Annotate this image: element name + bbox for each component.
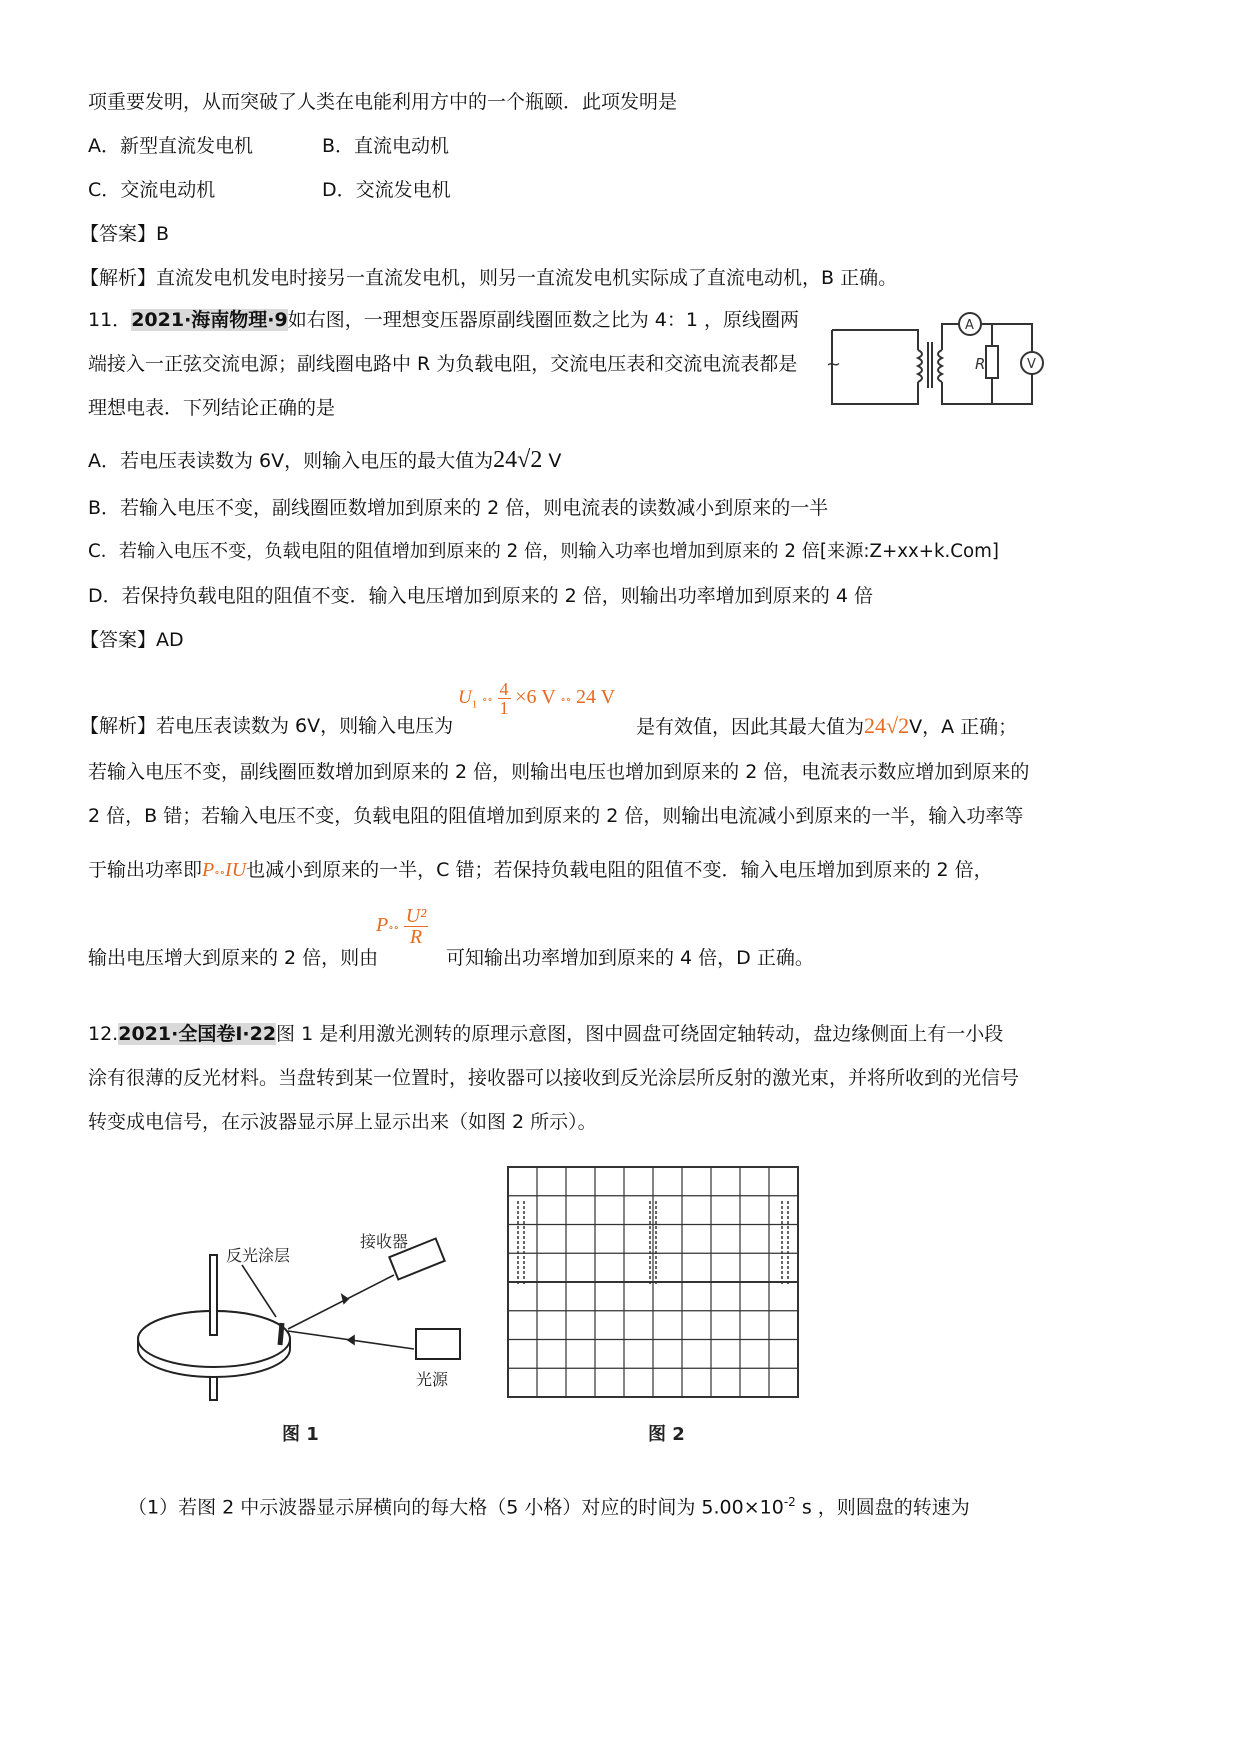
q11-answer: 【答案】AD	[80, 629, 184, 651]
q11-option-b: B．若输入电压不变，副线圈匝数增加到原来的 2 倍，则电流表的读数减小到原来的一半	[88, 497, 829, 519]
resistor-label: R	[975, 355, 986, 373]
formula-power-u2r: P∘∘ $\frac{\text{U²}}{R}$	[376, 905, 427, 948]
coating-label: 反光涂层	[226, 1246, 291, 1265]
q11-analysis-line3: 2 倍，B 错；若输入电压不变，负载电阻的阻值增加到原来的 2 倍，则输出电流减小到原来的一半，输入功率等	[88, 805, 1024, 827]
q11-analysis-line1: 【解析】若电压表读数为 6V，则输入电压为	[80, 715, 454, 737]
q12-stem-line1: 12.2021·全国卷Ⅰ·22图 1 是利用激光测转的原理示意图，图中圆盘可绕固定轴转动，盘边缘侧面上有一小段	[88, 1023, 1004, 1045]
q12-stem-line2: 涂有很薄的反光材料。当盘转到某一位置时，接收器可以接收到反光涂层所反射的激光束，并将所收到的光信号	[88, 1067, 1020, 1089]
q10-option-c: C．交流电动机	[88, 179, 216, 201]
q11-stem-line3: 理想电表．下列结论正确的是	[88, 397, 336, 419]
q10-answer: 【答案】B	[80, 223, 170, 245]
figure-1-caption: 图 1	[282, 1424, 319, 1445]
q10-option-b: B．直流电动机	[322, 135, 450, 157]
light-source-label: 光源	[416, 1370, 449, 1389]
figure-1-laser-disk	[130, 1195, 470, 1460]
q11-analysis-line5b: 可知输出功率增加到原来的 4 倍，D 正确。	[446, 947, 814, 969]
q12-subquestion-1: （1）若图 2 中示波器显示屏横向的每大格（5 小格）对应的时间为 $5.00\times 10^{-2}$ s ，则圆盘的转速为	[128, 1495, 970, 1519]
q10-option-d: D．交流发电机	[322, 179, 451, 201]
formula-power-iu: P∘∘IU	[202, 859, 247, 881]
formula-max-voltage: 24√2	[864, 713, 910, 738]
q11-stem-line2: 端接入一正弦交流电源；副线圈电路中 R 为负载电阻，交流电压表和交流电流表都是	[88, 353, 798, 375]
q11-analysis-line2: 若输入电压不变，副线圈匝数增加到原来的 2 倍，则输出电压也增加到原来的 2 倍，电流表示数应增加到原来的	[88, 761, 1030, 783]
q10-stem-tail: 项重要发明，从而突破了人类在电能利用方中的一个瓶颐．此项发明是	[88, 91, 678, 113]
q10-analysis: 【解析】直流发电机发电时接另一直流发电机，则另一直流发电机实际成了直流电动机，B 正确。	[80, 267, 898, 289]
q10-option-a: A．新型直流发电机	[88, 135, 254, 157]
q11-option-c: C．若输入电压不变，负载电阻的阻值增加到原来的 2 倍，则输入功率也增加到原来的 2 倍[来源:Z+xx+k.Com]	[88, 541, 999, 562]
q12-source-tag: 2021·全国卷Ⅰ·22	[118, 1023, 277, 1045]
voltmeter-label: V	[1027, 357, 1036, 372]
q11-analysis-line5a: 输出电压增大到原来的 2 倍，则由	[88, 947, 379, 969]
receiver-label: 接收器	[360, 1232, 409, 1251]
q11-stem-line1: 11．2021·海南物理·9如右图，一理想变压器原副线圈匝数之比为 4：1 ，原线圈两	[88, 309, 799, 331]
q11-source-tag: 2021·海南物理·9	[131, 309, 288, 331]
transformer-circuit-diagram	[818, 312, 1054, 418]
ammeter-label: A	[965, 318, 974, 333]
q11-option-a: A．若电压表读数为 6V，则输入电压的最大值为24√2 V	[88, 447, 562, 473]
q11-option-d: D．若保持负载电阻的阻值不变．输入电压增加到原来的 2 倍，则输出功率增加到原来的 4 倍	[88, 585, 873, 607]
figure-2-oscilloscope	[500, 1145, 830, 1460]
figure-2-caption: 图 2	[648, 1424, 685, 1445]
q11-analysis-line1b: 是有效值，因此其最大值为24√2V，A 正确；	[636, 713, 1018, 738]
q12-stem-line3: 转变成电信号，在示波器显示屏上显示出来（如图 2 所示）。	[88, 1111, 597, 1133]
formula-u1: $U_1$ ∘∘ $\frac{4}{1}$ ×6 V ∘∘ 24 V	[458, 679, 616, 718]
q11-analysis-line4: 于输出功率即P∘∘IU也减小到原来的一半，C 错；若保持负载电阻的阻值不变．输入电压增加到原来的 2 倍，	[88, 859, 993, 881]
ac-source-symbol: ~	[826, 354, 842, 375]
